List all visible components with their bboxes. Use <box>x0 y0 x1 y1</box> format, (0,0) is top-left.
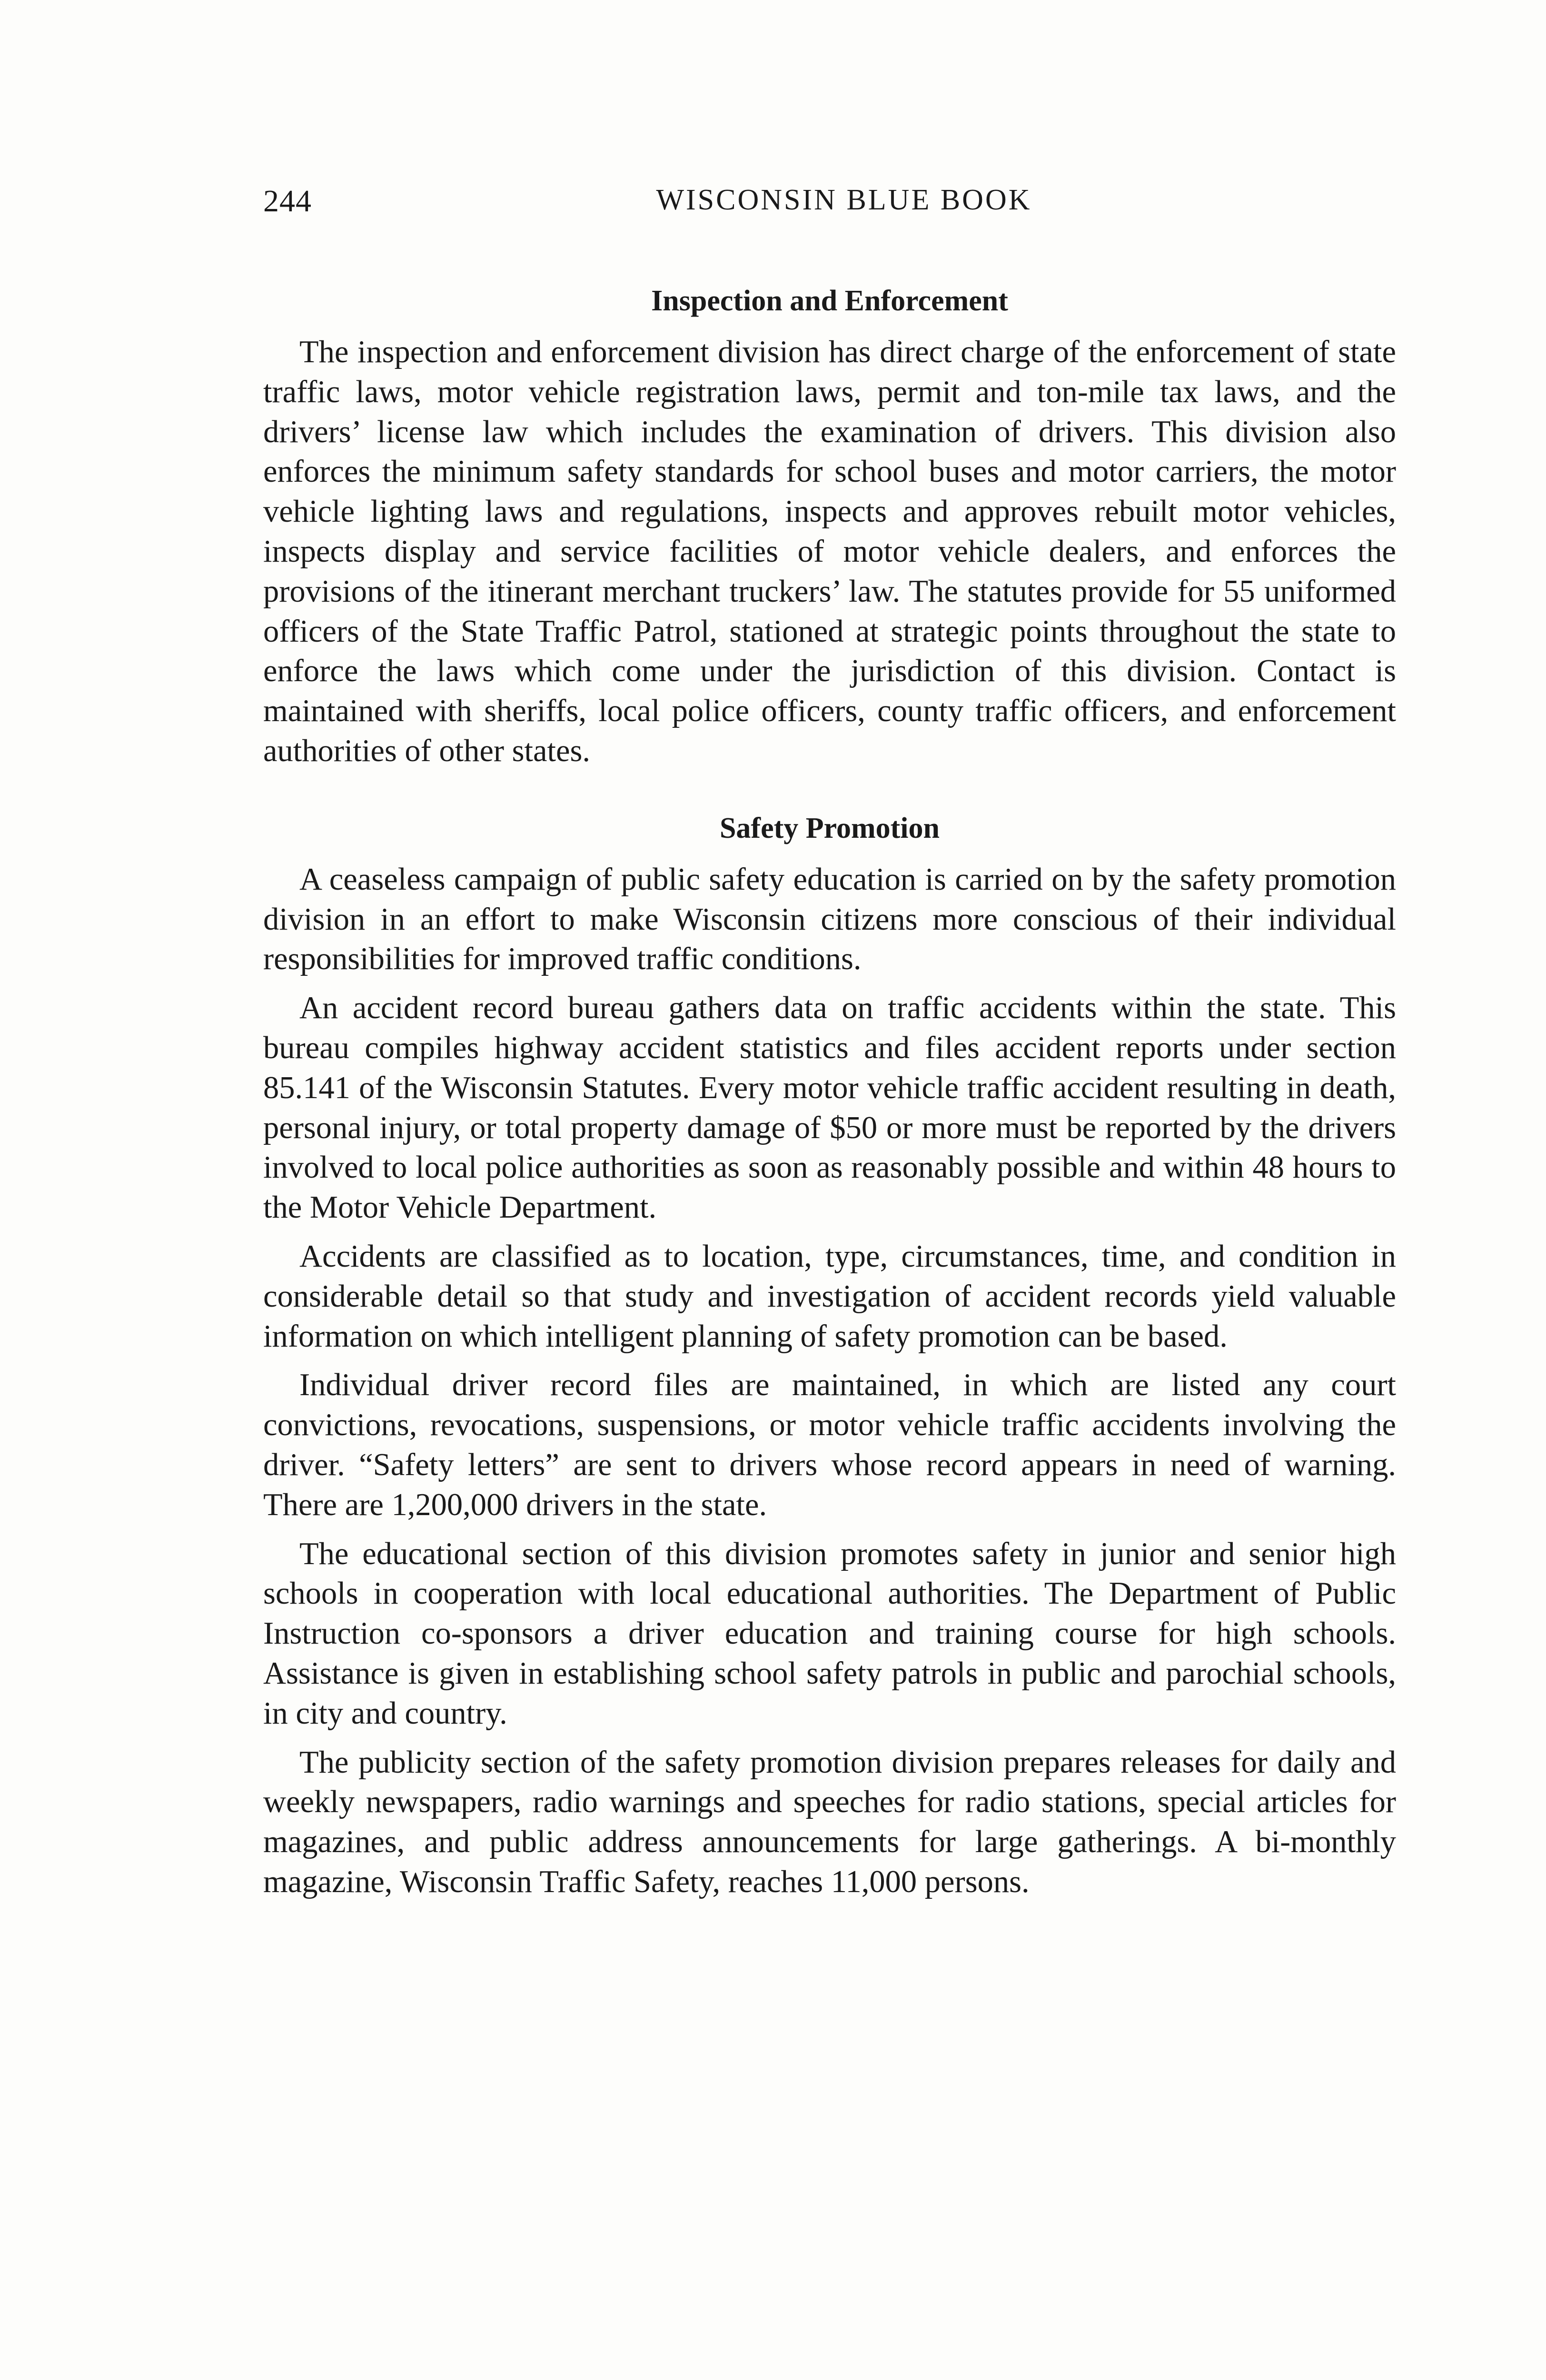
running-header <box>263 183 1396 226</box>
section-heading: Inspection and Enforcement <box>651 285 1008 317</box>
page-body <box>263 281 1396 1911</box>
paragraph: The publicity section of the safety promotion division prepares releases for daily and weekly newspapers, radio warnings and speeches for radio stations, special articles for magazines, and public address announcements for large gatherings. A bi-monthly magazine, Wisconsin Traffic Safety, reaches 11,000 persons. <box>263 1745 1396 1899</box>
paragraph: Individual driver record files are maintained, in which are listed any court convictions, revocations, suspensions, or motor vehicle traffic accidents involving the driver. “Safety letters” are sent to drivers whose record appears in need of warning. There are 1,200,000 drivers in the state. <box>263 1368 1396 1522</box>
section-inspection-enforcement <box>263 281 1396 771</box>
paragraph: The inspection and enforcement division has direct charge of the enforcement of state traffic laws, motor vehicle registration laws, permit and ton-mile tax laws, and the drivers’ license law which includes the examination of drivers. This division also enforces the minimum safety standards for school buses and motor carriers, the motor vehicle lighting laws and regulations, inspects and approves rebuilt motor vehicles, inspects display and service facilities of motor vehicle dealers, and enforces the provisions of the itinerant merchant truckers’ law. The statutes provide for 55 uniformed officers of the State Traffic Patrol, stationed at strategic points throughout the state to enforce the laws which come under the jurisdiction of this division. Contact is maintained with sheriffs, local police officers, county traffic officers, and enforcement authorities of other states. <box>263 335 1396 768</box>
paragraph: An accident record bureau gathers data on traffic accidents within the state. This bureau compiles highway accident statistics and files accident reports under section 85.141 of the Wisconsin Statutes. Every motor vehicle traffic accident resulting in death, personal injury, or total property damage of $50 or more must be reported by the drivers involved to local police authorities as soon as reasonably possible and within 48 hours to the Motor Vehicle Department. <box>263 991 1396 1225</box>
section-heading: Safety Promotion <box>719 812 940 844</box>
page-number: 244 <box>263 184 312 218</box>
paragraph: A ceaseless campaign of public safety education is carried on by the safety promotion division in an effort to make Wisconsin citizens more conscious of their individual responsibilities for improved traffic conditions. <box>263 862 1396 977</box>
section-safety-promotion <box>263 808 1396 1902</box>
book-title: WISCONSIN BLUE BOOK <box>656 184 1032 216</box>
paragraph: Accidents are classified as to location, type, circumstances, time, and condition in considerable detail so that study and investigation of accident records yield valuable information on which intelligent planning of safety promotion can be based. <box>263 1239 1396 1354</box>
paragraph: The educational section of this division promotes safety in junior and senior high schools in cooperation with local educational authorities. The Department of Public Instruction co-sponsors a driver education and training course for high schools. Assistance is given in establishing school safety patrols in public and parochial schools, in city and country. <box>263 1536 1396 1731</box>
